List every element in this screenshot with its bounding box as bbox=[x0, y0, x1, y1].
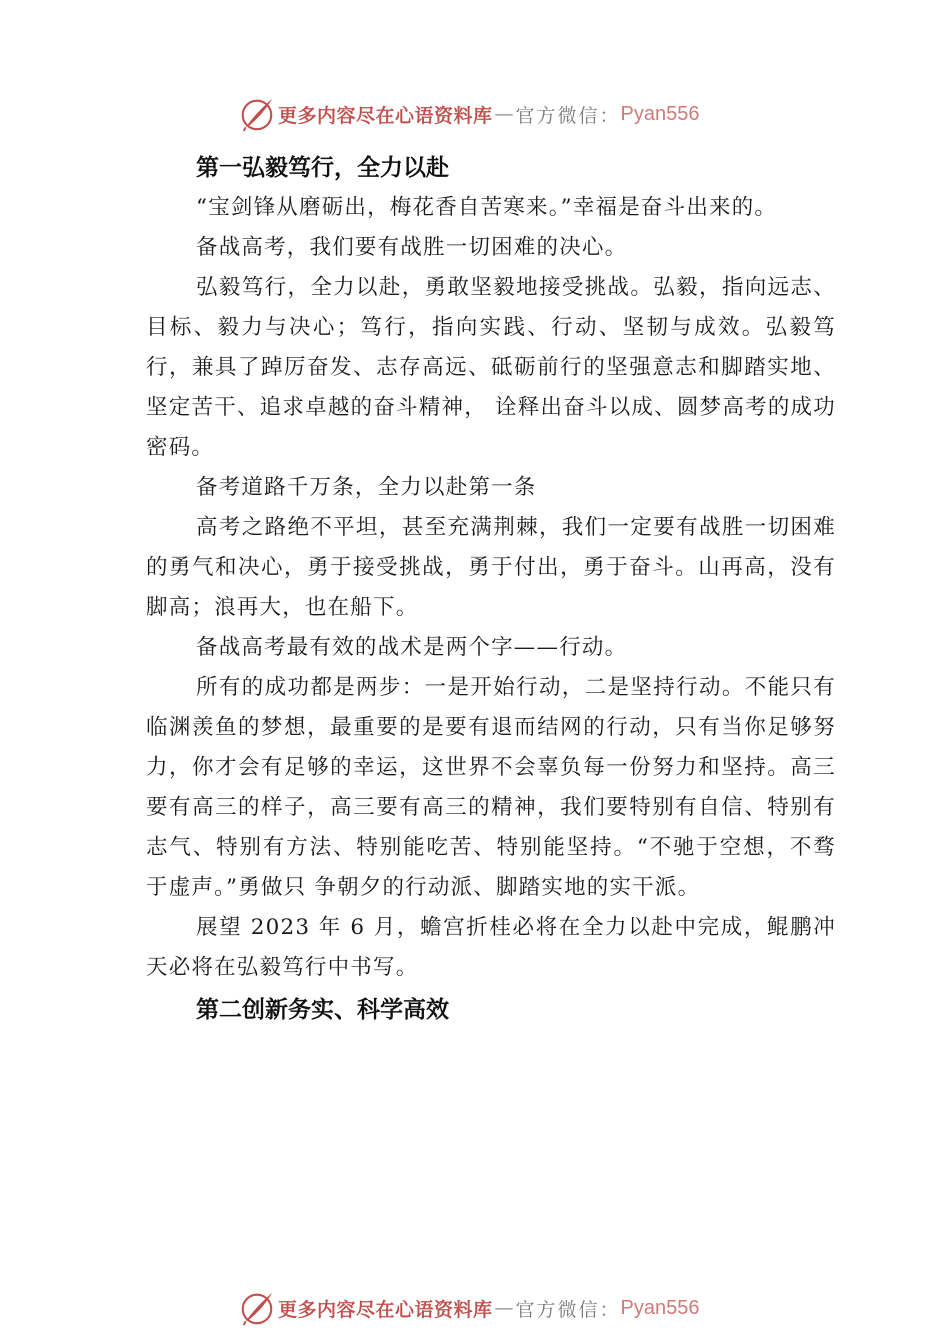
paragraph: 展望 2023 年 6 月，蟾宫折桂必将在全力以赴中完成，鲲鹏冲天必将在弘毅笃行中书写。 bbox=[146, 915, 836, 980]
paragraph: 弘毅笃行，全力以赴，勇敢坚毅地接受挑战。弘毅，指向远志、目标、毅力与决心；笃行，指向实践、行动、坚韧与成效。弘毅笃行，兼具了踔厉奋发、志存高远、砥砺前行的坚强意志和脚踏实地、坚定苦干、追求卓越的奋斗精神， 诠释出奋斗以成、圆梦高考的成功密码。 bbox=[146, 275, 836, 460]
footer-banner bbox=[238, 1288, 758, 1328]
header-banner bbox=[238, 94, 758, 134]
quill-logo-icon bbox=[238, 1289, 276, 1327]
banner-official-label: 官方微信： bbox=[515, 1298, 621, 1321]
banner-lead-text: 更多内容尽在心语资料库 bbox=[278, 1298, 493, 1321]
paragraph: 备考道路千万条，全力以赴第一条 bbox=[196, 475, 537, 500]
paragraph: “宝剑锋从磨砺出，梅花香自苦寒来。”幸福是奋斗出来的。 bbox=[196, 195, 778, 220]
banner-dash: — bbox=[494, 1297, 514, 1319]
banner-account: Pyan556 bbox=[620, 102, 700, 125]
banner-dash: — bbox=[494, 103, 514, 125]
section-heading: 第一弘毅笃行，全力以赴 bbox=[196, 155, 449, 181]
section-heading: 第二创新务实、科学高效 bbox=[196, 997, 449, 1023]
banner-account: Pyan556 bbox=[620, 1296, 700, 1319]
paragraph: 高考之路绝不平坦，甚至充满荆棘，我们一定要有战胜一切困难的勇气和决心，勇于接受挑战，勇于付出，勇于奋斗。山再高，没有脚高；浪再大，也在船下。 bbox=[146, 515, 836, 620]
quill-logo-icon bbox=[238, 95, 276, 133]
paragraph: 备战高考，我们要有战胜一切困难的决心。 bbox=[196, 235, 628, 260]
paragraph: 所有的成功都是两步：一是开始行动，二是坚持行动。不能只有临渊羡鱼的梦想，最重要的是要有退而结网的行动，只有当你足够努力，你才会有足够的幸运，这世界不会辜负每一份努力和坚持。高三要有高三的样子，高三要有高三的精神，我们要特别有自信、特别有志气、特别有方法、特别能吃苦、特别能坚持。“不驰于空想，不骛于虚声。”勇做只 争朝夕的行动派、脚踏实地的实干派。 bbox=[146, 675, 836, 900]
banner-lead-text: 更多内容尽在心语资料库 bbox=[278, 104, 493, 127]
document-body bbox=[146, 146, 836, 1030]
banner-official-label: 官方微信： bbox=[515, 104, 621, 127]
paragraph: 备战高考最有效的战术是两个字——行动。 bbox=[196, 635, 628, 660]
